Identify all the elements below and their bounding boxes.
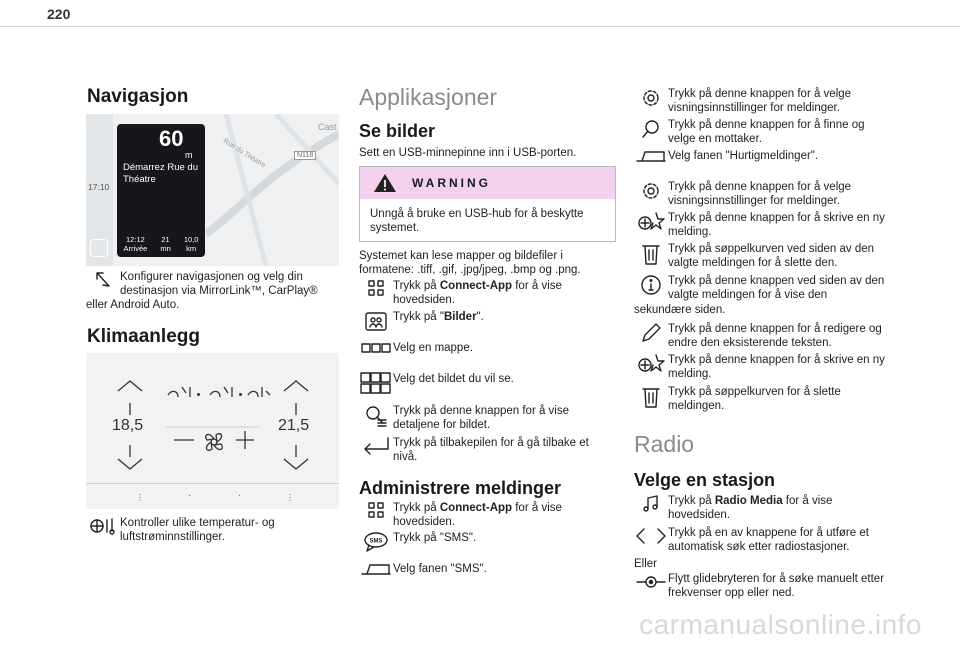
right-item	[634, 385, 904, 413]
climate-tab-3[interactable]: ·	[238, 490, 242, 501]
tab-icon	[359, 562, 393, 588]
step-text: for å vise hovedsiden.	[393, 280, 562, 306]
right-item	[634, 353, 904, 381]
warning-title: WARNING	[412, 176, 491, 190]
right-item	[634, 87, 904, 115]
right-item	[634, 180, 904, 208]
guidance-distance: 60	[159, 126, 184, 151]
info-continuation: sekundære siden.	[634, 304, 726, 316]
formats-text: Systemet kan lese mapper og bildefiler i formatene: .tiff, .gif, .jpg/jpeg, .bmp og .png.	[359, 250, 581, 276]
photos-icon	[359, 310, 393, 336]
folder-grid-icon	[359, 341, 393, 367]
search-icon	[634, 118, 668, 144]
details-search-icon	[359, 404, 393, 430]
step-image	[359, 372, 614, 398]
right-item-text: Trykk på søppelkurven ved siden av den valgte meldingen for å slette den.	[668, 243, 875, 269]
right-item-text: Trykk på søppelkurven for å slette meldingen.	[668, 386, 841, 412]
climate-divider	[86, 483, 339, 484]
climate-screen-image	[86, 353, 339, 509]
right-item-text: Trykk på denne knappen for å finne og velge en mottaker.	[668, 119, 865, 145]
right-item-text: Trykk på denne knappen for å redigere og endre den eksisterende teksten.	[668, 323, 882, 349]
watermark: carmanualsonline.info	[639, 609, 922, 640]
step-text: Trykk på	[668, 495, 715, 507]
home-icon	[90, 239, 108, 257]
slider-icon	[634, 572, 668, 598]
new-message-star-icon	[634, 211, 668, 237]
km-label: km	[186, 244, 197, 253]
warning-box	[359, 166, 616, 242]
right-item-text: Trykk på denne knappen for å velge visningsinnstillinger for meldinger.	[668, 181, 852, 207]
step-text: Trykk på	[393, 502, 440, 514]
temperature-right[interactable]: 21,5	[278, 417, 310, 434]
guidance-street: Démarrez Rue du Théatre	[123, 162, 198, 185]
step-details	[359, 404, 614, 432]
step-text: for å vise hovedsiden.	[393, 502, 562, 528]
nav-desc-line2: destinasjon via MirrorLink™, CarPlay®	[120, 285, 318, 297]
step-text: Flytt glidebryteren for å søke manuelt etter frekvenser opp eller ned.	[668, 573, 885, 599]
clim-heading: Klimaanlegg	[87, 326, 200, 347]
step-connect-app	[359, 279, 614, 307]
trash-icon	[634, 385, 668, 411]
right-item	[634, 149, 904, 175]
msg-step-tab	[359, 562, 614, 588]
sms-icon	[359, 531, 393, 557]
dot-icon	[197, 393, 200, 396]
new-message-star-icon	[634, 353, 668, 379]
right-item-text: Velg fanen "Hurtigmeldinger".	[668, 150, 819, 162]
step-text: Velg en mappe.	[393, 342, 473, 354]
step-text: Velg det bildet du vil se.	[393, 373, 514, 385]
warning-header	[360, 167, 615, 199]
step-text: Trykk på denne knappen for å vise detaljene for bildet.	[393, 405, 570, 431]
remaining-km: 10,0	[183, 235, 199, 244]
step-text: Velg fanen "SMS".	[393, 563, 487, 575]
nav-side-bar	[86, 114, 113, 266]
messages-heading: Administrere meldinger	[359, 478, 562, 498]
right-item	[634, 274, 904, 302]
right-item-text: Trykk på denne knappen ved siden av den valgte meldingen for å vise den	[668, 275, 885, 301]
grid-apps-icon	[359, 501, 393, 527]
guidance-card	[117, 124, 205, 257]
step-bold: Connect-App	[439, 502, 513, 514]
arrival-time: 12:12	[126, 235, 145, 244]
dot-icon	[239, 393, 242, 396]
nav-clock: 17:10	[88, 182, 110, 192]
right-item	[634, 242, 904, 270]
step-text: Trykk på	[393, 280, 440, 292]
page-number: 220	[47, 6, 71, 22]
header-rule	[0, 26, 960, 27]
nav-desc-line3: eller Android Auto.	[86, 299, 180, 311]
step-bold: Radio Media	[714, 495, 783, 507]
station-heading: Velge en stasjon	[634, 470, 776, 490]
svg-text:SMS: SMS	[369, 538, 383, 545]
info-icon	[634, 274, 668, 300]
settings-gear-icon	[634, 87, 668, 113]
radio-step-search	[634, 526, 904, 554]
minutes-label: mn	[160, 244, 171, 253]
right-item-text: Trykk på denne knappen for å velge visningsinnstillinger for meldinger.	[668, 88, 852, 114]
nav-heading: Navigasjon	[87, 86, 189, 107]
step-text: for å vise hovedsiden.	[668, 495, 833, 521]
warning-icon	[373, 173, 397, 193]
clim-desc: Kontroller ulike temperatur- og luftstrøminnstillinger.	[120, 517, 275, 543]
right-item	[634, 118, 904, 146]
map-roads	[206, 114, 339, 266]
navigation-screen-image	[86, 114, 339, 266]
edit-pencil-icon	[634, 322, 668, 348]
music-note-icon	[634, 494, 668, 520]
eller-text: Eller	[634, 558, 658, 570]
climate-tab-4[interactable]: ⋮	[286, 493, 294, 502]
step-text: Trykk på "SMS".	[393, 532, 477, 544]
radio-heading: Radio	[634, 431, 695, 457]
step-text: Trykk på tilbakepilen for å gå tilbake et nivå.	[393, 437, 589, 463]
step-bilder	[359, 310, 614, 336]
remaining-minutes: 21	[161, 235, 170, 244]
guidance-summary	[117, 235, 205, 253]
msg-step-sms	[359, 531, 614, 557]
step-bold: Connect-App	[439, 280, 513, 292]
step-text: Trykk på en av knappene for å utføre et automatisk søk etter radiostasjoner.	[668, 527, 869, 553]
right-item-text: Trykk på denne knappen for å skrive en ny melding.	[668, 354, 885, 380]
grid-apps-icon	[359, 279, 393, 305]
tab-icon	[634, 149, 668, 175]
right-item-text: Trykk på denne knappen for å skrive en ny melding.	[668, 212, 885, 238]
map-road-badge: N118	[294, 151, 316, 160]
back-arrow-icon	[359, 436, 393, 462]
radio-step-slider	[634, 572, 904, 600]
step-text: ".	[476, 311, 484, 323]
right-item	[634, 211, 904, 239]
climate-tab-1[interactable]: ⋮	[136, 493, 144, 502]
trash-icon	[634, 242, 668, 268]
chevrons-left-right-icon	[634, 526, 668, 552]
navigation-arrow-icon	[86, 270, 120, 296]
right-item	[634, 322, 904, 350]
map-label-cast: Cast	[318, 122, 337, 132]
msg-step-connect-app	[359, 501, 614, 529]
usb-instruction: Sett en USB-minnepinne inn i USB-porten.	[359, 147, 577, 159]
settings-gear-icon	[634, 180, 668, 206]
step-back	[359, 436, 614, 464]
fan-icon	[199, 427, 229, 462]
radio-step-media	[634, 494, 904, 522]
step-text: Trykk på "	[393, 311, 444, 323]
warning-body: Unngå å bruke en USB-hub for å beskytte systemet.	[370, 208, 584, 234]
guidance-unit: m	[185, 150, 193, 160]
step-folder	[359, 341, 614, 367]
step-bold: Bilder	[443, 311, 477, 323]
se-bilder-heading: Se bilder	[359, 121, 436, 141]
temperature-left[interactable]: 18,5	[112, 417, 144, 434]
arrival-label: Arrivée	[123, 244, 148, 253]
climate-tab-2[interactable]: ·	[188, 490, 192, 501]
nav-desc-line1: Konfigurer navigasjonen og velg din	[120, 271, 303, 283]
image-grid-icon	[359, 372, 393, 398]
map-label-street: Rue du Théatre	[221, 137, 267, 170]
apps-heading: Applikasjoner	[359, 84, 498, 110]
climate-icon	[86, 516, 120, 542]
